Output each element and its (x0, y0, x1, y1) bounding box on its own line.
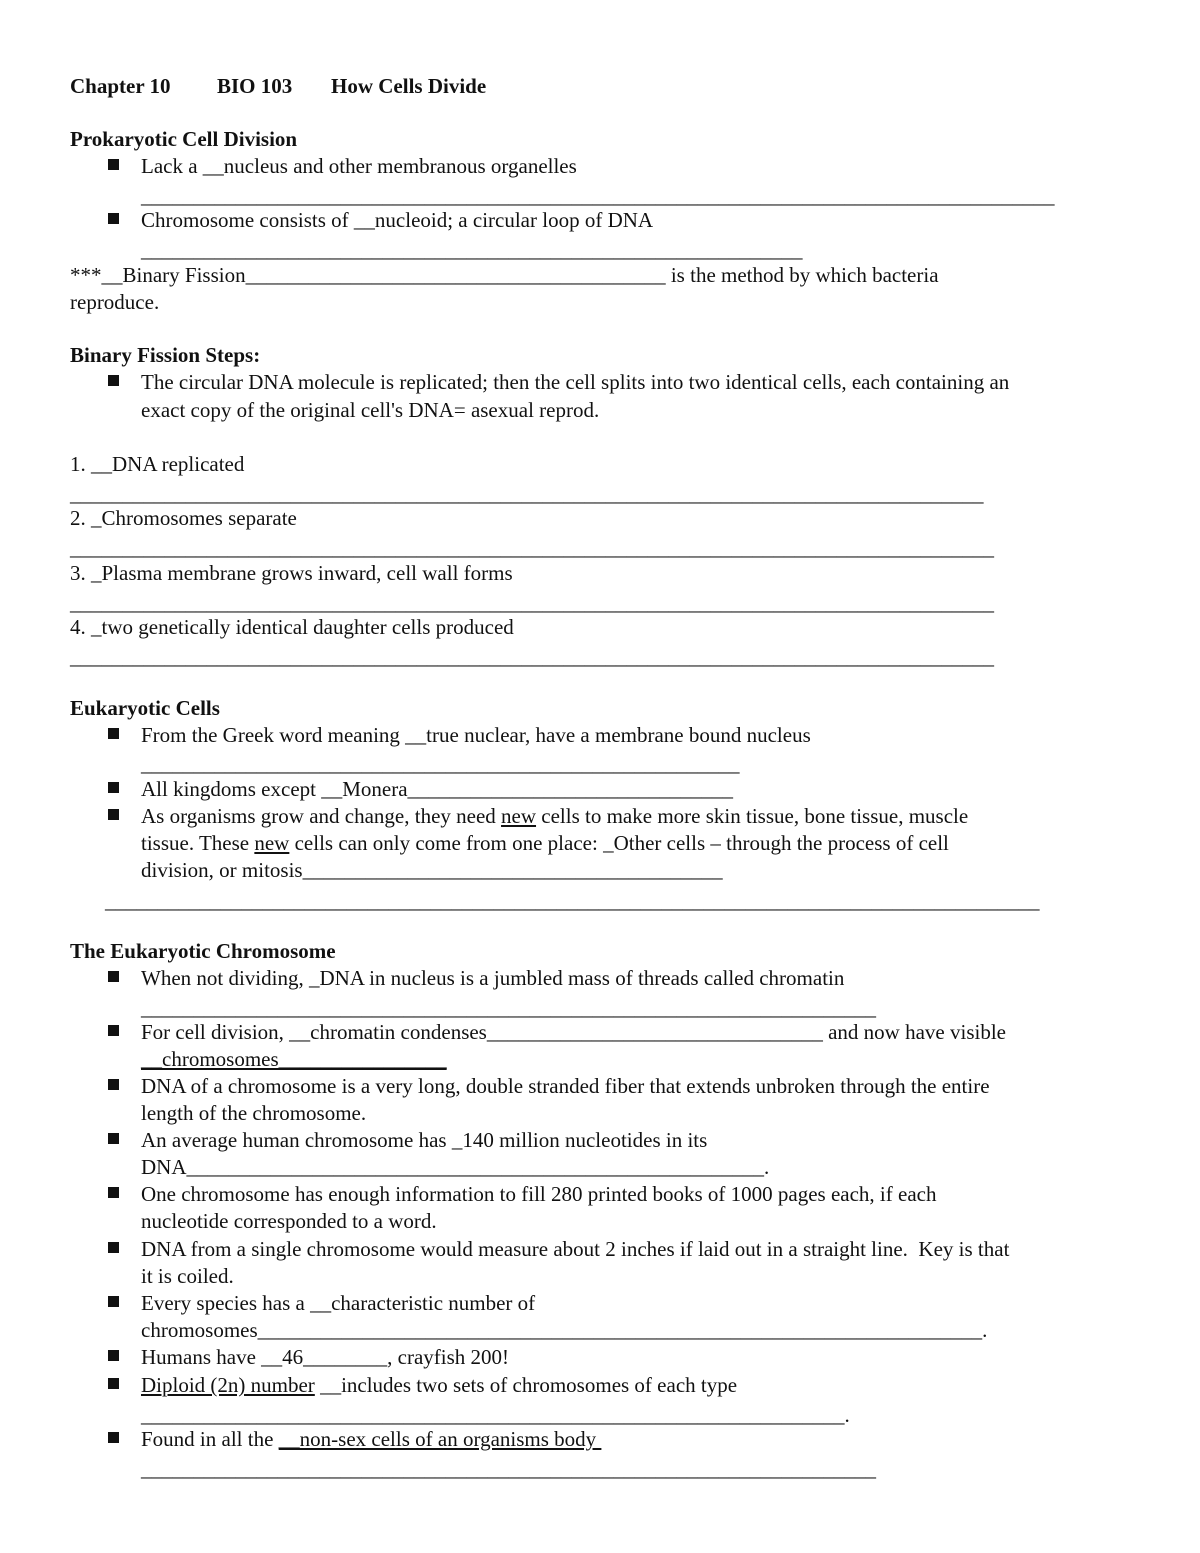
answer-blank: ________________________________________________________________________________________ (70, 591, 994, 615)
chromosome-bullet-4-line1: An average human chromosome has _140 million nucleotides in its (141, 1128, 708, 1152)
bullet-icon (108, 971, 119, 982)
text-segment: cells to make more skin tissue, bone tissue, muscle (536, 804, 969, 828)
bullet-icon (108, 1079, 119, 1090)
prokaryotic-bullet-2: Chromosome consists of __nucleoid; a circular loop of DNA (141, 208, 654, 232)
chromosome-bullet-7-line2: chromosomes_____________________________________________________________________. (141, 1318, 988, 1342)
prokaryotic-heading: Prokaryotic Cell Division (70, 127, 298, 151)
bullet-icon (108, 159, 119, 170)
eukaryotic-bullet-3-line2 (141, 830, 949, 857)
eukaryotic-bullet-1: From the Greek word meaning __true nuclear, have a membrane bound nucleus (141, 723, 811, 747)
eukaryotic-bullet-3-line3: division, or mitosis________________________________________ (141, 858, 723, 882)
course-label: BIO 103 (217, 74, 293, 98)
text-segment: tissue. These (141, 831, 255, 855)
bullet-icon (108, 1350, 119, 1361)
bullet-icon (108, 1296, 119, 1307)
chromosome-bullet-3-line1: DNA of a chromosome is a very long, double stranded fiber that extends unbroken through the entire (141, 1074, 990, 1098)
chromosome-bullet-5-line2: nucleotide corresponded to a word. (141, 1209, 437, 1233)
step-2: 2. _Chromosomes separate (70, 506, 297, 530)
bullet-icon (108, 728, 119, 739)
answer-blank: ___________________________________________________________________. (141, 1403, 850, 1427)
chromosome-bullet-7-line1: Every species has a __characteristic number of (141, 1291, 536, 1315)
answer-blank: ______________________________________________________________________ (141, 1457, 876, 1481)
chromosome-bullet-5-line1: One chromosome has enough information to fill 280 printed books of 1000 pages each, if each (141, 1182, 937, 1206)
bullet-icon (108, 1025, 119, 1036)
eukaryotic-bullet-2: All kingdoms except __Monera_______________________________ (141, 777, 734, 801)
answer-blank: ________________________________________________________________________________________ (70, 645, 994, 669)
chromosome-bullet-10 (141, 1426, 601, 1453)
topic-title: How Cells Divide (331, 74, 487, 98)
bullet-icon (108, 1187, 119, 1198)
chromosome-bullet-9 (141, 1372, 737, 1399)
chromosome-bullet-6-line1: DNA from a single chromosome would measure about 2 inches if laid out in a straight line. Key is that (141, 1237, 1010, 1261)
eukaryotic-bullet-3-line1 (141, 803, 968, 830)
bullet-icon (108, 375, 119, 386)
answer-blank: _______________________________________________________________ (141, 238, 803, 262)
text-segment: __includes two sets of chromosomes of each type (314, 1373, 738, 1397)
answer-blank: _______________________________________________________________________________________ (70, 482, 984, 506)
bullet-icon (108, 1133, 119, 1144)
chapter-label: Chapter 10 (70, 74, 171, 98)
underlined-answer: __non-sex cells of an organisms body (278, 1427, 602, 1451)
bullet-icon (108, 213, 119, 224)
chromosome-heading: The Eukaryotic Chromosome (70, 939, 336, 963)
text-segment: As organisms grow and change, they need (141, 804, 502, 828)
chromosome-bullet-8: Humans have __46________, crayfish 200! (141, 1345, 510, 1369)
emphasis-new: new (254, 831, 290, 855)
chromosome-bullet-6-line2: it is coiled. (141, 1264, 234, 1288)
binary-steps-heading: Binary Fission Steps: (70, 343, 261, 367)
answer-blank: _________________________________________________________ (141, 752, 740, 776)
text-segment: Found in all the (141, 1427, 279, 1451)
answer-blank: _______________________________________________________________________________________ (141, 184, 1055, 208)
answer-blank: ______________________________________________________________________ (141, 996, 876, 1020)
binary-steps-bullet-line1: The circular DNA molecule is replicated; then the cell splits into two identical cells, each containing an (141, 370, 1010, 394)
emphasis-new: new (501, 804, 537, 828)
eukaryotic-heading: Eukaryotic Cells (70, 696, 220, 720)
diploid-term: Diploid (2n) number (141, 1373, 315, 1397)
binary-fission-sentence: ***__Binary Fission________________________________________ is the method by which bacteria (70, 263, 939, 287)
bullet-icon (108, 809, 119, 820)
chromosome-bullet-3-line2: length of the chromosome. (141, 1101, 367, 1125)
step-3: 3. _Plasma membrane grows inward, cell wall forms (70, 561, 513, 585)
bullet-icon (108, 1378, 119, 1389)
answer-blank: _________________________________________________________________________________________ (105, 889, 1040, 913)
chromosome-bullet-2-line2: __chromosomes________________ (141, 1047, 447, 1071)
binary-fission-sentence-cont: reproduce. (70, 290, 160, 314)
bullet-icon (108, 782, 119, 793)
binary-steps-bullet-line2: exact copy of the original cell's DNA= asexual reprod. (141, 398, 600, 422)
chromosome-bullet-2-line1: For cell division, __chromatin condenses________________________________ and now have visible (141, 1020, 1006, 1044)
step-1: 1. __DNA replicated (70, 452, 245, 476)
prokaryotic-bullet-1: Lack a __nucleus and other membranous organelles (141, 154, 577, 178)
text-segment: cells can only come from one place: _Other cells – through the process of cell (289, 831, 949, 855)
bullet-icon (108, 1242, 119, 1253)
bullet-icon (108, 1432, 119, 1443)
chromosome-bullet-1: When not dividing, _DNA in nucleus is a jumbled mass of threads called chromatin (141, 966, 845, 990)
chromosome-bullet-4-line2: DNA_______________________________________________________. (141, 1155, 770, 1179)
answer-blank: ________________________________________________________________________________________ (70, 536, 994, 560)
step-4: 4. _two genetically identical daughter cells produced (70, 615, 514, 639)
